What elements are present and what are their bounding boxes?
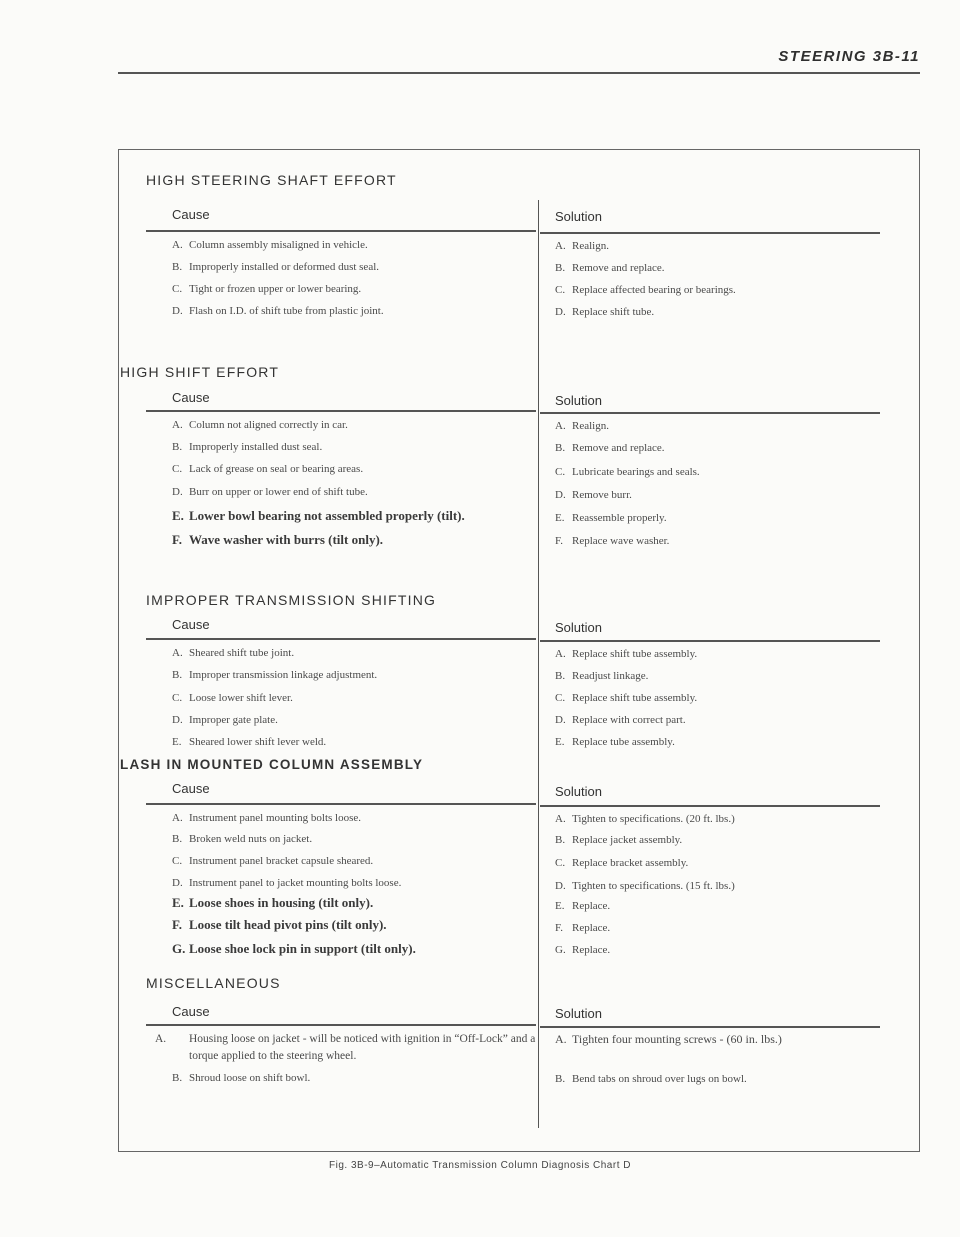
item-letter: A.	[172, 647, 183, 659]
item-letter: E.	[172, 895, 184, 910]
solution-item	[555, 306, 654, 319]
item-text: Sheared lower shift lever weld.	[189, 736, 327, 748]
item-text: Replace.	[572, 922, 611, 934]
item-text: Remove and replace.	[572, 442, 665, 454]
item-text: Reassemble properly.	[572, 512, 667, 524]
item-letter: B.	[555, 1073, 566, 1085]
column-divider	[538, 200, 539, 1128]
cause-column-header: Cause	[172, 1004, 210, 1019]
solution-item	[555, 1073, 747, 1086]
item-letter: C.	[172, 283, 183, 295]
item-text: Loose tilt head pivot pins (tilt only).	[189, 917, 387, 932]
cause-item	[172, 877, 401, 890]
solution-item	[555, 692, 697, 705]
item-letter: A.	[555, 420, 566, 432]
solution-item	[555, 670, 648, 683]
cause-item	[172, 812, 361, 825]
solution-column-header: Solution	[555, 209, 602, 224]
item-letter: B.	[555, 834, 566, 846]
section-title: IMPROPER TRANSMISSION SHIFTING	[146, 592, 437, 608]
item-letter: B.	[555, 670, 566, 682]
item-letter: D.	[172, 877, 183, 889]
solution-column-header: Solution	[555, 784, 602, 799]
figure-caption: Fig. 3B-9–Automatic Transmission Column Diagnosis Chart D	[329, 1160, 631, 1171]
item-text: Burr on upper or lower end of shift tube.	[189, 486, 368, 498]
solution-item	[555, 466, 700, 479]
item-text: Column assembly misaligned in vehicle.	[189, 239, 368, 251]
item-letter: C.	[555, 857, 566, 869]
solution-item	[555, 834, 682, 847]
cause-item	[172, 942, 416, 955]
solution-item	[555, 1033, 782, 1046]
cause-item	[172, 463, 363, 476]
item-text: Replace affected bearing or bearings.	[572, 284, 736, 296]
item-text: Replace wave washer.	[572, 535, 670, 547]
cause-item	[172, 692, 293, 705]
solution-item	[555, 900, 610, 913]
cause-item	[172, 509, 465, 522]
cause-item	[172, 833, 312, 846]
item-letter: F.	[555, 922, 563, 934]
item-text: Replace with correct part.	[572, 714, 686, 726]
item-letter: B.	[172, 261, 183, 273]
section-title: HIGH STEERING SHAFT EFFORT	[146, 172, 397, 188]
item-text: Lower bowl bearing not assembled properly (tilt).	[189, 508, 465, 523]
cause-column-header: Cause	[172, 207, 210, 222]
item-text: Remove burr.	[572, 489, 632, 501]
item-letter: A.	[172, 812, 183, 824]
solution-header-rule	[540, 1026, 880, 1028]
solution-column-header: Solution	[555, 620, 602, 635]
item-text: Bend tabs on shroud over lugs on bowl.	[572, 1073, 747, 1085]
item-letter: D.	[555, 880, 566, 892]
cause-item	[172, 855, 373, 868]
item-text: Shroud loose on shift bowl.	[189, 1072, 311, 1084]
item-letter: C.	[555, 466, 566, 478]
solution-header-rule	[540, 412, 880, 414]
cause-item	[172, 441, 322, 454]
item-letter: E.	[172, 508, 184, 523]
cause-item	[172, 647, 294, 660]
cause-item	[172, 283, 361, 296]
item-text: Realign.	[572, 420, 609, 432]
item-letter: G.	[555, 944, 566, 956]
solution-item	[555, 944, 610, 957]
solution-item	[555, 857, 688, 870]
item-letter: A.	[172, 239, 183, 251]
section-title: HIGH SHIFT EFFORT	[120, 364, 280, 380]
cause-item	[172, 239, 368, 252]
cause-header-rule	[146, 230, 536, 232]
cause-column-header: Cause	[172, 617, 210, 632]
solution-item	[555, 420, 609, 433]
item-text: Loose shoe lock pin in support (tilt only).	[189, 941, 416, 956]
cause-item	[172, 305, 384, 318]
solution-item	[555, 489, 632, 502]
solution-item	[555, 284, 736, 297]
item-text: Improperly installed dust seal.	[189, 441, 323, 453]
item-letter: C.	[172, 692, 183, 704]
cause-item	[172, 419, 348, 432]
item-letter: C.	[172, 855, 183, 867]
item-letter: B.	[172, 833, 183, 845]
cause-item	[172, 896, 373, 909]
item-letter: C.	[555, 284, 566, 296]
item-text: Replace.	[572, 900, 611, 912]
item-letter: D.	[172, 486, 183, 498]
item-letter: B.	[172, 441, 183, 453]
solution-item	[555, 714, 686, 727]
item-letter: A.	[555, 813, 566, 825]
solution-header-rule	[540, 640, 880, 642]
solution-item	[555, 648, 697, 661]
item-letter: C.	[555, 692, 566, 704]
item-letter: A.	[555, 1032, 567, 1046]
cause-column-header: Cause	[172, 390, 210, 405]
item-letter: E.	[555, 736, 565, 748]
item-letter: D.	[555, 306, 566, 318]
cause-item	[172, 1072, 310, 1085]
item-letter: A.	[172, 419, 183, 431]
item-letter: E.	[172, 736, 182, 748]
solution-column-header: Solution	[555, 393, 602, 408]
item-text: Replace.	[572, 944, 611, 956]
item-letter: A.	[155, 1033, 167, 1045]
item-letter: E.	[555, 900, 565, 912]
item-text: Instrument panel mounting bolts loose.	[189, 812, 362, 824]
item-text: Tighten to specifications. (15 ft. lbs.)	[572, 880, 735, 892]
item-letter: D.	[172, 305, 183, 317]
solution-column-header: Solution	[555, 1006, 602, 1021]
item-letter: F.	[555, 535, 563, 547]
solution-item	[555, 535, 669, 548]
item-text: Tighten to specifications. (20 ft. lbs.)	[572, 813, 735, 825]
item-text: Replace shift tube assembly.	[572, 692, 698, 704]
header-rule	[118, 72, 920, 74]
cause-item	[172, 669, 377, 682]
item-text: Lubricate bearings and seals.	[572, 466, 700, 478]
item-letter: G.	[172, 941, 186, 956]
item-text: Instrument panel to jacket mounting bolts loose.	[189, 877, 402, 889]
item-text: Readjust linkage.	[572, 670, 649, 682]
item-text: Improper gate plate.	[189, 714, 278, 726]
item-letter: B.	[172, 1072, 183, 1084]
item-text: Improper transmission linkage adjustment.	[189, 669, 378, 681]
item-text: Replace bracket assembly.	[572, 857, 689, 869]
item-text: Lack of grease on seal or bearing areas.	[189, 463, 364, 475]
item-text: Tighten four mounting screws - (60 in. lbs.)	[572, 1032, 782, 1046]
section-title: MISCELLANEOUS	[146, 975, 281, 991]
solution-header-rule	[540, 232, 880, 234]
solution-item	[555, 240, 609, 253]
page-header-title: STEERING 3B-11	[778, 48, 920, 65]
item-text: Wave washer with burrs (tilt only).	[189, 532, 384, 547]
solution-item	[555, 512, 667, 525]
cause-item	[172, 533, 383, 546]
solution-item	[555, 813, 735, 826]
item-text: Replace shift tube assembly.	[572, 648, 698, 660]
item-letter: F.	[172, 917, 182, 932]
cause-item	[172, 486, 368, 499]
item-text: Flash on I.D. of shift tube from plastic joint.	[189, 305, 384, 317]
item-letter: A.	[555, 648, 566, 660]
item-text: Replace jacket assembly.	[572, 834, 683, 846]
item-text: Replace shift tube.	[572, 306, 655, 318]
solution-item	[555, 922, 610, 935]
item-letter: B.	[172, 669, 183, 681]
solution-item	[555, 262, 665, 275]
solution-item	[555, 880, 735, 893]
cause-header-rule	[146, 1024, 536, 1026]
cause-header-rule	[146, 638, 536, 640]
item-text: Broken weld nuts on jacket.	[189, 833, 313, 845]
item-letter: F.	[172, 532, 182, 547]
item-text: Loose lower shift lever.	[189, 692, 293, 704]
item-letter: D.	[172, 714, 183, 726]
section-title: LASH IN MOUNTED COLUMN ASSEMBLY	[120, 757, 424, 772]
item-letter: E.	[555, 512, 565, 524]
item-letter: B.	[555, 262, 566, 274]
item-text: Sheared shift tube joint.	[189, 647, 295, 659]
cause-column-header: Cause	[172, 781, 210, 796]
item-letter: C.	[172, 463, 183, 475]
solution-item	[555, 442, 665, 455]
item-text: Instrument panel bracket capsule sheared.	[189, 855, 374, 867]
cause-item	[172, 714, 278, 727]
item-text: Remove and replace.	[572, 262, 665, 274]
cause-item	[172, 736, 326, 749]
solution-item	[555, 736, 675, 749]
item-letter: A.	[555, 240, 566, 252]
cause-item	[155, 1031, 537, 1065]
item-text: Realign.	[572, 240, 609, 252]
item-text: Improperly installed or deformed dust seal.	[189, 261, 380, 273]
item-text: Tight or frozen upper or lower bearing.	[189, 283, 362, 295]
item-letter: D.	[555, 489, 566, 501]
solution-header-rule	[540, 805, 880, 807]
item-letter: D.	[555, 714, 566, 726]
item-letter: B.	[555, 442, 566, 454]
item-text: Loose shoes in housing (tilt only).	[189, 895, 374, 910]
cause-header-rule	[146, 803, 536, 805]
item-text: Column not aligned correctly in car.	[189, 419, 348, 431]
cause-header-rule	[146, 410, 536, 412]
item-text: Housing loose on jacket - will be noticed with ignition in “Off-Lock” and a torque applied to the steering wheel.	[189, 1033, 536, 1062]
item-text: Replace tube assembly.	[572, 736, 675, 748]
cause-item	[172, 918, 387, 931]
cause-item	[172, 261, 379, 274]
